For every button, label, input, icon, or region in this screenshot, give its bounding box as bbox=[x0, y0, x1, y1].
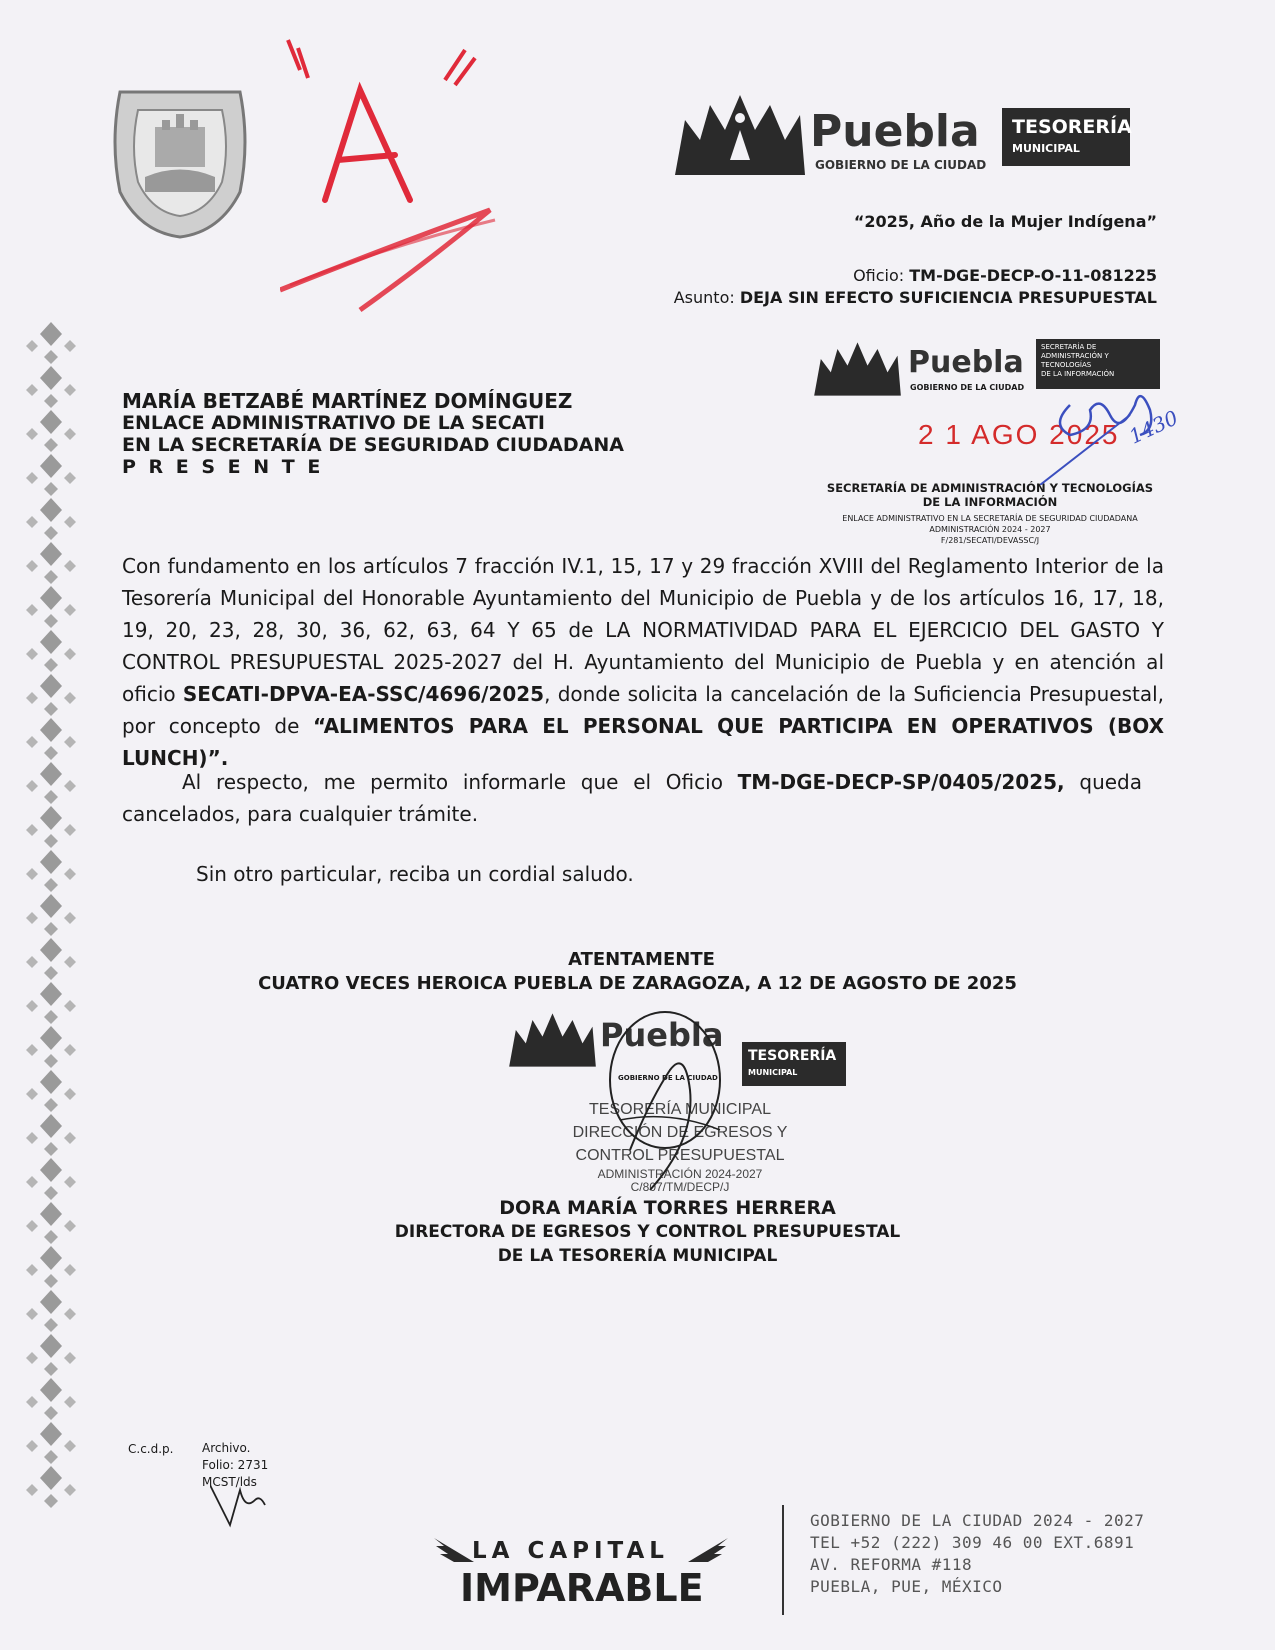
oficio-line bbox=[853, 266, 1157, 285]
initials-signature bbox=[210, 1480, 270, 1530]
logo-dept-box bbox=[1002, 108, 1130, 166]
footer-divider bbox=[782, 1505, 784, 1615]
body-paragraph-1 bbox=[122, 550, 1164, 774]
sig-stamp-4: ADMINISTRACIÓN 2024-2027 bbox=[597, 1167, 763, 1181]
decorative-border bbox=[22, 320, 80, 1510]
black-signature bbox=[590, 1010, 740, 1210]
tesoreria-logo bbox=[670, 90, 1140, 180]
p1-concept: “ALIMENTOS PARA EL PERSONAL QUE PARTICIPA EN OPERATIVOS (BOX LUNCH)”. bbox=[122, 714, 1164, 770]
oficio-label: Oficio: bbox=[853, 266, 905, 285]
stamp-gov: GOBIERNO DE LA CIUDAD bbox=[910, 383, 1025, 392]
body-paragraph-2 bbox=[122, 766, 1142, 830]
ccdp-initials: MCST/lds bbox=[202, 1475, 257, 1489]
stamp-secretaria-2: DE LA INFORMACIÓN bbox=[922, 495, 1058, 509]
footer-contact-3: AV. REFORMA #118 bbox=[810, 1555, 973, 1574]
cathedral-icon bbox=[505, 1010, 600, 1070]
closing-atentamente: ATENTAMENTE bbox=[568, 949, 715, 970]
wing-right-icon bbox=[688, 1534, 728, 1566]
logo-gov: GOBIERNO DE LA CIUDAD bbox=[815, 158, 987, 172]
logo-brand: Puebla bbox=[810, 106, 980, 157]
sig-stamp-3: CONTROL PRESUPUESTAL bbox=[575, 1147, 785, 1164]
signer-title-1: DIRECTORA DE EGRESOS Y CONTROL PRESUPUESTAL bbox=[394, 1222, 901, 1242]
footer-brand bbox=[430, 1530, 750, 1620]
signer-title-2: DE LA TESORERÍA MUNICIPAL bbox=[497, 1246, 778, 1266]
closing-place-date: CUATRO VECES HEROICA PUEBLA DE ZARAGOZA, A 12 DE AGOSTO DE 2025 bbox=[258, 973, 1017, 994]
p2-text-b: queda cancelados, para cualquier trámite. bbox=[122, 770, 1142, 826]
stamp-secretaria-1: SECRETARÍA DE ADMINISTRACIÓN Y TECNOLOGÍAS bbox=[826, 481, 1154, 495]
sig-dept-box bbox=[742, 1042, 846, 1086]
sig-dept-sub: MUNICIPAL bbox=[748, 1068, 798, 1077]
sig-stamp-1: TESORERÍA MUNICIPAL bbox=[589, 1101, 771, 1118]
footer-contact-2: TEL +52 (222) 309 46 00 EXT.6891 bbox=[810, 1533, 1135, 1552]
recipient-presente: P R E S E N T E bbox=[122, 456, 324, 478]
asunto-label: Asunto: bbox=[673, 288, 735, 307]
oficio-value: TM-DGE-DECP-O-11-081225 bbox=[909, 266, 1157, 285]
stamp-dept-2: ADMINISTRACIÓN Y TECNOLOGÍAS bbox=[1041, 352, 1109, 369]
stamp-dept-1: SECRETARÍA DE bbox=[1041, 343, 1097, 351]
cathedral-icon bbox=[810, 339, 905, 399]
sig-logo-gov: GOBIERNO DE LA CIUDAD bbox=[618, 1074, 718, 1082]
stamp-enlace: ENLACE ADMINISTRATIVO EN LA SECRETARÍA DE SEGURIDAD CIUDADANA bbox=[842, 514, 1138, 523]
wing-left-icon bbox=[434, 1534, 474, 1566]
city-seal bbox=[100, 82, 260, 242]
footer-contact-4: PUEBLA, PUE, MÉXICO bbox=[810, 1577, 1003, 1596]
body-paragraph-3: Sin otro particular, reciba un cordial saludo. bbox=[196, 862, 634, 886]
stamp-ref: F/281/SECATI/DEVASSC/J bbox=[940, 536, 1040, 545]
footer-brand-line2: IMPARABLE bbox=[460, 1566, 704, 1610]
signer-name: DORA MARÍA TORRES HERRERA bbox=[499, 1197, 836, 1219]
footer-contact bbox=[810, 1510, 1144, 1598]
ccdp-label: C.c.d.p. bbox=[128, 1442, 174, 1456]
sig-stamp-ref: C/807/TM/DECP/J bbox=[630, 1180, 730, 1194]
footer-brand-line1: LA CAPITAL bbox=[472, 1538, 669, 1564]
signer-block bbox=[0, 1196, 1275, 1268]
year-motto: “2025, Año de la Mujer Indígena” bbox=[853, 212, 1157, 231]
ccdp-archivo: Archivo. bbox=[202, 1441, 251, 1455]
stamp-brand: Puebla bbox=[908, 345, 1024, 380]
recipient-title-1: ENLACE ADMINISTRATIVO DE LA SECATI bbox=[122, 412, 545, 434]
logo-dept: TESORERÍA bbox=[1012, 116, 1132, 138]
received-stamp bbox=[810, 335, 1182, 545]
recipient-title-2: EN LA SECRETARÍA DE SEGURIDAD CIUDADANA bbox=[122, 434, 624, 456]
stamp-details bbox=[810, 513, 1170, 546]
p1-text-a: Con fundamento en los artículos 7 fracción IV.1, 15, 17 y 29 fracción XVIII del Reglamento Interior de la Tesorería Municipal del Honorable Ayuntamiento del Municipio de Puebla y de los artículos 16, 17, 18, 19, 20, 23, 28, 30, 36, 62, 63, 64 Y 65 de LA NORMATIVIDAD PARA EL EJERCICIO DEL GASTO Y CONTROL PRESUPUESTAL 2025-2027 del H. Ayuntamiento del Municipio de Puebla y en atención al oficio bbox=[122, 554, 1164, 706]
received-date: 2 1 AGO 2025 bbox=[918, 419, 1120, 450]
closing-block bbox=[0, 948, 1275, 996]
asunto-value: DEJA SIN EFECTO SUFICIENCIA PRESUPUESTAL bbox=[739, 288, 1157, 307]
cathedral-icon bbox=[670, 90, 810, 180]
stamp-dept-3: DE LA INFORMACIÓN bbox=[1041, 370, 1115, 378]
red-handwritten-mark bbox=[280, 30, 520, 330]
p1-ref: SECATI-DPVA-EA-SSC/4696/2025 bbox=[182, 682, 545, 706]
stamp-admin: ADMINISTRACIÓN 2024 - 2027 bbox=[929, 525, 1051, 534]
asunto-line bbox=[674, 288, 1157, 307]
recipient-name: MARÍA BETZABÉ MARTÍNEZ DOMÍNGUEZ bbox=[122, 389, 573, 413]
p1-text-b: , donde solicita la cancelación de la Suficiencia Presupuestal, por concepto de bbox=[122, 682, 1164, 738]
handwritten-number: 1430 bbox=[1125, 405, 1182, 449]
footer-contact-1: GOBIERNO DE LA CIUDAD 2024 - 2027 bbox=[810, 1511, 1145, 1530]
sig-stamp-2: DIRECCIÓN DE EGRESOS Y bbox=[572, 1124, 788, 1141]
sig-logo-brand: Puebla bbox=[600, 1016, 724, 1054]
ccdp-folio: Folio: 2731 bbox=[202, 1458, 269, 1472]
p2-text-a: Al respecto, me permito informarle que el Oficio bbox=[182, 770, 738, 794]
recipient-block bbox=[122, 390, 624, 478]
logo-dept-sub: MUNICIPAL bbox=[1012, 142, 1080, 155]
stamp-secretaria bbox=[810, 481, 1170, 509]
p2-ref: TM-DGE-DECP-SP/0405/2025, bbox=[737, 770, 1065, 794]
sig-dept: TESORERÍA bbox=[748, 1048, 837, 1064]
